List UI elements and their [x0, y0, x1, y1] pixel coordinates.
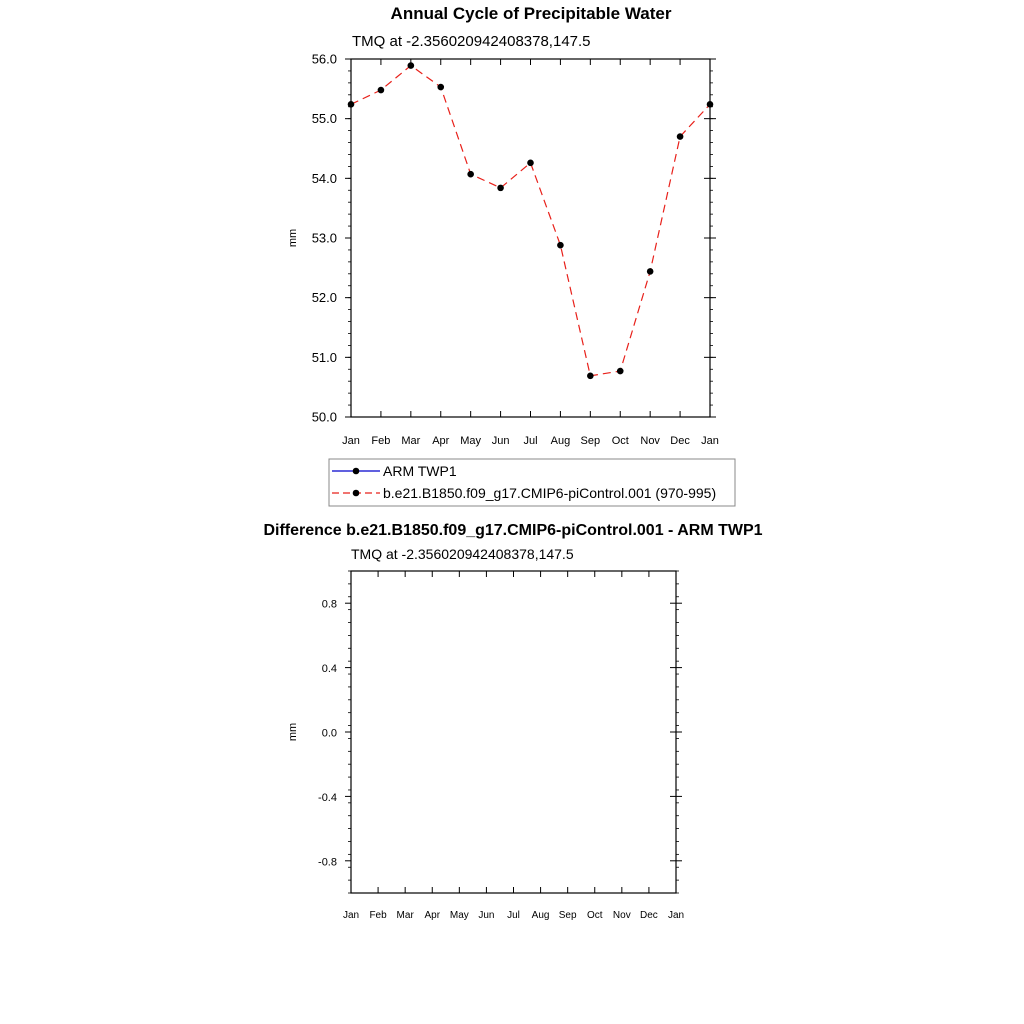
- bottom-chart-title: Difference b.e21.B1850.f09_g17.CMIP6-piControl.001 - ARM TWP1: [263, 522, 763, 539]
- x-tick-label: Jan: [342, 910, 360, 921]
- x-tick-label: Jul: [523, 435, 538, 447]
- top-plot-frame: [351, 59, 710, 417]
- x-tick-label: May: [460, 435, 482, 447]
- x-tick-label: Oct: [611, 435, 629, 447]
- data-point: [587, 373, 594, 380]
- data-point: [497, 185, 504, 192]
- x-tick-label: Feb: [369, 910, 387, 921]
- y-tick-label: -0.4: [318, 791, 337, 804]
- top-chart-title: Annual Cycle of Precipitable Water: [390, 4, 672, 23]
- data-point: [378, 87, 385, 94]
- x-tick-label: Apr: [432, 435, 450, 447]
- x-tick-label: Feb: [371, 435, 391, 447]
- x-tick-label: Jan: [342, 435, 360, 447]
- y-tick-label: 0.8: [321, 598, 337, 611]
- bottom-plot-frame: [351, 571, 676, 893]
- bottom-chart-ylabel: mm: [287, 722, 299, 742]
- top-chart-subtitle: TMQ at -2.356020942408378,147.5: [352, 33, 591, 50]
- top-chart-series: [348, 62, 714, 379]
- x-tick-label: Apr: [424, 910, 441, 921]
- y-tick-label: 56.0: [311, 51, 337, 67]
- x-tick-label: Aug: [550, 435, 571, 447]
- x-tick-label: Sep: [580, 435, 601, 447]
- y-tick-label: 52.0: [311, 290, 337, 306]
- x-tick-label: Jul: [507, 910, 520, 921]
- legend-label-arm: ARM TWP1: [383, 463, 457, 479]
- bottom-chart: [263, 522, 762, 921]
- y-tick-label: -0.8: [318, 856, 337, 869]
- legend: [329, 459, 735, 506]
- legend-label-model: b.e21.B1850.f09_g17.CMIP6-piControl.001 (970-995): [383, 485, 717, 501]
- y-tick-label: 0.0: [321, 727, 337, 740]
- data-point: [557, 242, 564, 249]
- x-tick-label: Jan: [701, 435, 719, 447]
- bottom-chart-axes: [318, 571, 684, 921]
- x-tick-label: Nov: [640, 435, 660, 447]
- top-chart: [287, 4, 735, 506]
- top-chart-axes: [312, 52, 719, 448]
- legend-marker-model: [353, 490, 360, 497]
- y-tick-label: 50.0: [311, 409, 337, 425]
- y-tick-label: 54.0: [311, 170, 337, 186]
- x-tick-label: Aug: [531, 910, 550, 921]
- x-tick-label: Jun: [491, 435, 510, 447]
- data-point: [437, 84, 444, 91]
- data-point: [647, 268, 654, 275]
- legend-entry-model: [332, 485, 716, 501]
- legend-marker-arm: [353, 468, 360, 475]
- y-tick-label: 55.0: [311, 111, 337, 127]
- x-tick-label: Jun: [478, 910, 495, 921]
- x-tick-label: Mar: [396, 910, 414, 921]
- x-tick-label: Jan: [667, 910, 685, 921]
- data-point: [408, 62, 415, 69]
- top-chart-ylabel: mm: [287, 228, 299, 248]
- data-point: [527, 160, 534, 167]
- x-tick-label: Dec: [670, 435, 690, 447]
- x-tick-label: Nov: [612, 910, 631, 921]
- data-point: [348, 101, 355, 108]
- y-tick-label: 53.0: [311, 230, 337, 246]
- series-line-1: [351, 66, 710, 376]
- x-tick-label: Oct: [586, 910, 603, 921]
- bottom-chart-subtitle: TMQ at -2.356020942408378,147.5: [351, 546, 574, 562]
- x-tick-label: Mar: [401, 435, 421, 447]
- data-point: [467, 171, 474, 178]
- data-point: [707, 101, 714, 108]
- x-tick-label: Dec: [640, 910, 658, 921]
- y-tick-label: 51.0: [311, 349, 337, 365]
- y-tick-label: 0.4: [321, 663, 337, 676]
- x-tick-label: May: [449, 910, 469, 921]
- data-point: [617, 368, 624, 375]
- data-point: [677, 133, 684, 140]
- x-tick-label: Sep: [558, 910, 577, 921]
